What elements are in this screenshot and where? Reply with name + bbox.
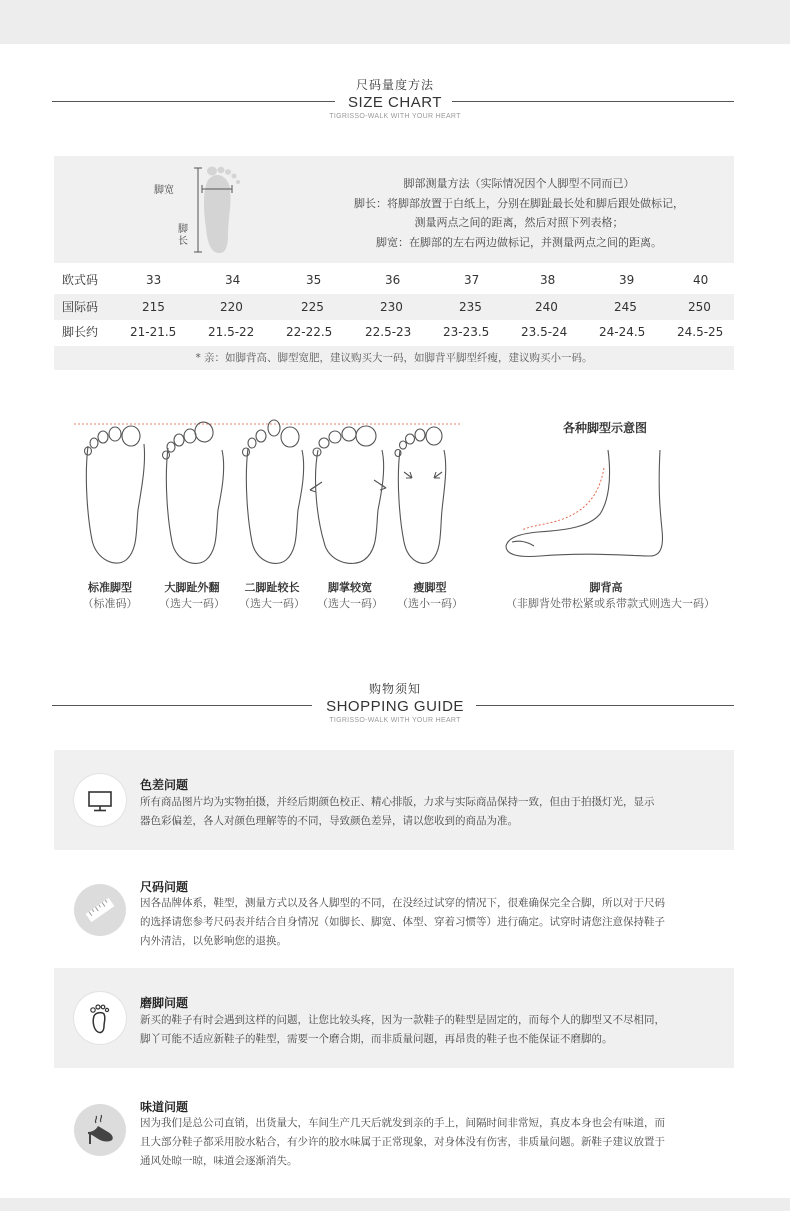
foot-type-name: 二脚趾较长 [244,581,300,594]
bunion-foot-icon [163,420,224,563]
foot-type-name: 瘦脚型 [413,581,447,594]
table-cell: 240 [535,300,558,314]
divider-right [452,101,734,102]
foot-type-advice: （选大一码） [239,597,305,610]
guide-body-line: 脚丫可能不适应新鞋子的鞋型，需要一个磨合期，而非质量问题，再昂贵的鞋子也不能保证不磨脚的。 [140,1033,613,1045]
guide-item-body [140,1011,730,1049]
table-cell: 36 [385,273,401,287]
foot-type-advice: （选大一码） [317,597,383,610]
size-advice-note: * 亲：如脚背高、脚型宽肥，建议购买大一码，如脚背平脚型纤瘦，建议购买小一码。 [54,346,734,370]
size-chart-title-en: SIZE CHART [348,94,442,111]
foot-length-label: 脚长 [178,224,188,247]
table-cell: 23-23.5 [443,325,490,339]
row-label: 国际码 [62,300,99,314]
guide-body-line: 所有商品图片均为实物拍摄，并经后期颜色校正、精心排版，力求与实际商品保持一致，但由于拍摄灯光，显示 [140,796,655,808]
size-chart-title-cn: 尺码量度方法 [355,78,434,92]
table-cell: 220 [220,300,243,314]
table-cell: 21.5-22 [208,325,255,339]
high-instep-foot-icon [506,450,663,557]
table-cell: 33 [146,273,162,287]
guide-item-body [140,793,730,831]
divider-left [52,101,335,102]
guide-item-foot-chafing [54,968,734,1068]
table-cell: 23.5-24 [521,325,568,339]
table-row-foot-length [54,319,734,345]
table-cell: 24.5-25 [677,325,724,339]
guide-item-body [140,1114,730,1171]
guide-body-line: 因为我们是总公司直销，出货量大，车间生产几天后就发到亲的手上，间隔时间非常短，真皮本身也会有味道，而 [140,1117,665,1129]
row-label: 脚长约 [62,325,99,339]
bottom-bar [0,1198,790,1211]
table-cell: 35 [306,273,322,287]
guide-item-body [140,894,730,951]
instruction-line: 脚宽：在脚部的左右两边做标记，并测量两点之间的距离。 [376,235,662,249]
guide-body-line: 的选择请您参考尺码表并结合自身情况（如脚长、脚宽、体型、穿着习惯等）进行确定。试穿时请您注意保持鞋子 [140,916,665,928]
wide-foot-icon [310,426,386,563]
table-cell: 22.5-23 [365,325,412,339]
shopping-guide-title-cn: 购物须知 [368,682,421,696]
table-cell: 21-21.5 [130,325,177,339]
foot-type-name: 标准脚型 [88,581,132,594]
top-banner-bar [0,0,790,44]
table-cell: 230 [380,300,403,314]
divider-right [476,705,734,706]
guide-item-odor [54,1080,734,1180]
table-row-intl-size [54,294,734,320]
guide-body-line: 内外清洁，以免影响您的退换。 [140,935,287,947]
guide-item-title: 色差问题 [140,778,189,792]
measurement-instructions [304,174,734,252]
long-second-toe-foot-icon [243,420,304,563]
guide-body-line: 且大部分鞋子都采用胶水粘合，有少许的胶水味属于正常现象，对身体没有伤害，非质量问题。新鞋子建议放置于 [140,1136,665,1148]
table-cell: 37 [464,273,480,287]
foot-diagram-title: 各种脚型示意图 [562,421,647,435]
shopping-guide-title-en: SHOPPING GUIDE [326,698,464,715]
table-cell: 22-22.5 [286,325,333,339]
ruler-icon [74,884,126,936]
slim-foot-icon [395,427,446,563]
instruction-line: 测量两点之间的距离，然后对照下列表格； [414,216,624,229]
table-cell: 225 [301,300,324,314]
size-chart-heading [0,76,790,120]
foot-type-advice: （选小一码） [397,597,463,610]
divider-left [52,705,312,706]
guide-item-sizing [54,860,734,960]
foot-type-advice: （选大一码） [159,597,225,610]
foot-type-caption [380,580,480,612]
table-cell: 38 [540,273,556,287]
foot-type-name: 脚背高 [589,581,623,594]
table-cell: 24-24.5 [599,325,646,339]
table-cell: 34 [225,273,241,287]
foot-type-name: 脚掌较宽 [328,581,372,594]
guide-body-line: 因各品牌体系，鞋型，测量方式以及各人脚型的不同，在没经过试穿的情况下，很难确保完全合脚，所以对于尺码 [140,897,665,909]
foot-type-advice: （标准码） [82,597,138,610]
monitor-icon [74,774,126,826]
measurement-method-box [54,156,734,263]
high-instep-caption [506,580,715,612]
guide-item-title: 尺码问题 [140,880,189,894]
guide-body-line: 新买的鞋子有时会遇到这样的问题，让您比较头疼，因为一款鞋子的鞋型是固定的，而每个人的脚型又不尽相同， [140,1014,665,1026]
table-cell: 245 [614,300,637,314]
table-cell: 215 [142,300,165,314]
row-label: 欧式码 [62,273,99,287]
shopping-guide-heading [0,680,790,724]
foot-width-label: 脚宽 [154,185,174,196]
guide-item-title: 磨脚问题 [140,996,189,1010]
foot-outline-icon [192,162,292,258]
shopping-guide-subtitle: TIGRISSO-WALK WITH YOUR HEART [329,717,461,724]
guide-item-title: 味道问题 [140,1100,189,1114]
table-cell: 235 [459,300,482,314]
foot-type-name: 大脚趾外翻 [164,581,220,594]
instruction-line: 脚长：将脚部放置于白纸上，分别在脚趾最长处和脚后跟处做标记， [354,196,684,210]
footprint-icon [74,992,126,1044]
size-chart-subtitle: TIGRISSO-WALK WITH YOUR HEART [329,113,461,120]
high-heel-icon [74,1104,126,1156]
table-row-eu-size [54,267,734,293]
guide-body-line: 器色彩偏差，各人对颜色理解等的不同，导致颜色差异，请以您收到的商品为准。 [140,815,518,827]
table-cell: 40 [693,273,709,287]
foot-types-illustration [60,410,740,585]
foot-type-advice: （非脚背处带松紧或系带款式则选大一码） [506,597,715,610]
guide-item-color-difference [54,750,734,850]
table-cell: 39 [619,273,635,287]
guide-body-line: 通风处晾一晾，味道会逐渐消失。 [140,1155,298,1167]
standard-foot-icon [85,426,145,563]
table-cell: 250 [688,300,711,314]
instruction-line: 脚部测量方法（实际情况因个人脚型不同而已） [403,177,635,190]
